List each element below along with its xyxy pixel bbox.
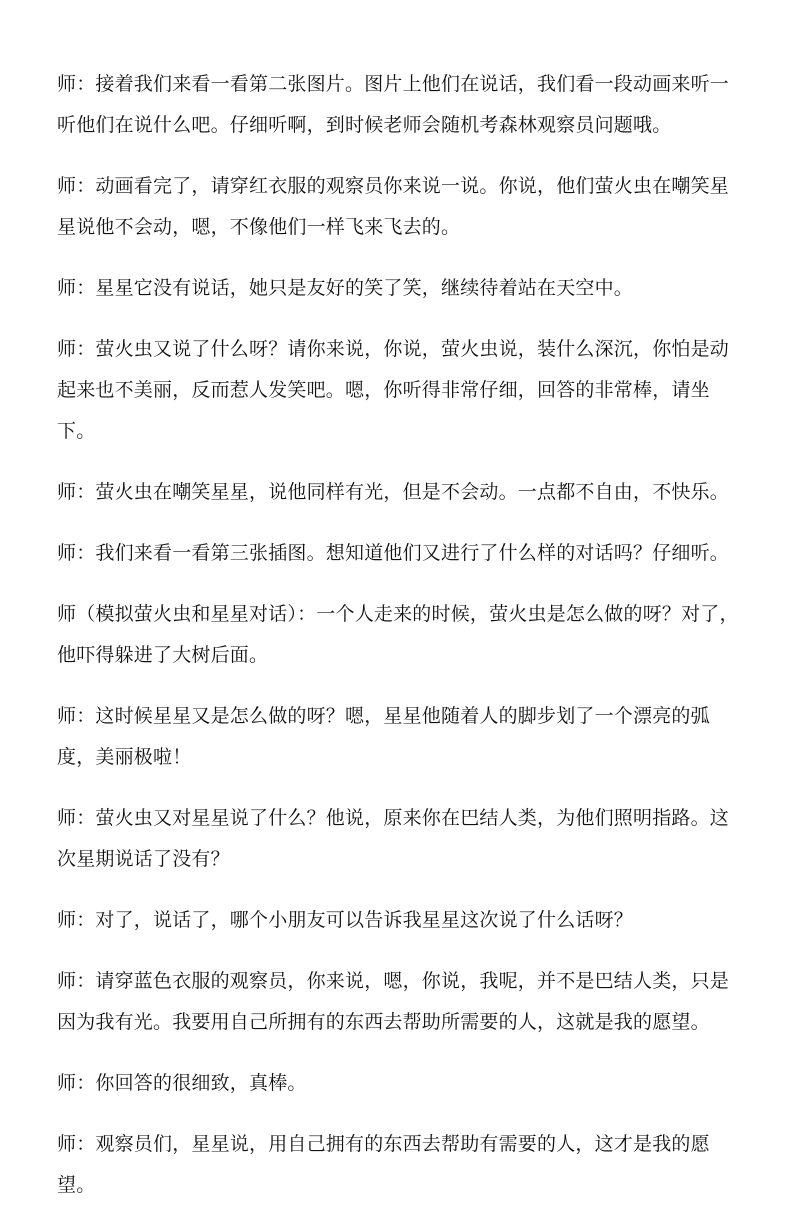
paragraph: 师：对了，说话了，哪个小朋友可以告诉我星星这次说了什么话呀？: [57, 909, 634, 931]
paragraph: 师（模拟萤火虫和星星对话）：一个人走来的时候，萤火虫是怎么做的呀？对了，他吓得躲进了大树后面。: [57, 603, 739, 666]
paragraph: 师：我们来看一看第三张插图。想知道他们又进行了什么样的对话吗？仔细听。: [57, 542, 730, 564]
paragraph: 师：接着我们来看一看第二张图片。图片上他们在说话，我们看一段动画来听一听他们在说什么吧。仔细听啊，到时候老师会随机考森林观察员问题哦。: [57, 73, 730, 136]
paragraph: 师：萤火虫又说了什么呀？请你来说，你说，萤火虫说，装什么深沉，你怕是动起来也不美丽，反而惹人发笑吧。嗯，你听得非常仔细，回答的非常棒，请坐下。: [57, 338, 730, 442]
paragraph: 师：这时候星星又是怎么做的呀？嗯，星星他随着人的脚步划了一个漂亮的弧度，美丽极啦！: [57, 705, 710, 768]
document-body: [57, 64, 747, 1226]
paragraph: 师：动画看完了，请穿红衣服的观察员你来说一说。你说，他们萤火虫在嘲笑星星说他不会动，嗯，不像他们一样飞来飞去的。: [57, 175, 730, 238]
paragraph: 师：萤火虫在嘲笑星星，说他同样有光，但是不会动。一点都不自由，不快乐。: [57, 481, 730, 503]
paragraph: 师：星星它没有说话，她只是友好的笑了笑，继续待着站在天空中。: [57, 277, 634, 299]
paragraph: 师：你回答的很细致，真棒。: [57, 1072, 307, 1094]
paragraph: 师：观察员们，星星说，用自己拥有的东西去帮助有需要的人，这才是我的愿望。: [57, 1133, 710, 1196]
paragraph: 师：请穿蓝色衣服的观察员，你来说，嗯，你说，我呢，并不是巴结人类，只是因为我有光。我要用自己所拥有的东西去帮助所需要的人，这就是我的愿望。: [57, 970, 730, 1033]
paragraph: 师：萤火虫又对星星说了什么？他说，原来你在巴结人类，为他们照明指路。这次星期说话了没有？: [57, 807, 730, 870]
